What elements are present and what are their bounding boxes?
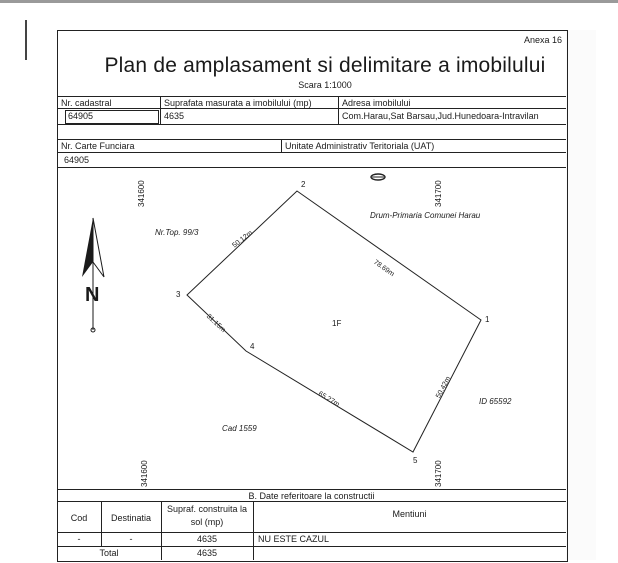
topographic-number: Nr.Top. 99/3 bbox=[155, 228, 199, 237]
uat-header: Unitate Administrativ Teritoriala (UAT) bbox=[285, 141, 435, 151]
land-registry-value: 64905 bbox=[64, 155, 90, 165]
column-header-built-area: Supraf. construita la sol (mp) bbox=[166, 504, 248, 527]
address-header: Adresa imobilului bbox=[342, 98, 411, 108]
address-value: Com.Harau,Sat Barsau,Jud.Hunedoara-Intravilan bbox=[342, 111, 539, 121]
coord-top-right: 341700 bbox=[434, 180, 443, 207]
area-header: Suprafata masurata a imobilului (mp) bbox=[164, 98, 312, 108]
north-arrow-left bbox=[82, 218, 93, 277]
area-value: 4635 bbox=[164, 111, 185, 121]
table-cell-code: - bbox=[77, 534, 81, 544]
vertex-label: 3 bbox=[176, 290, 181, 299]
column-header-destination: Destinatia bbox=[110, 513, 152, 523]
table-divider bbox=[57, 501, 566, 502]
edge-length-label: 65.27m bbox=[316, 390, 341, 409]
cadastral-neighbor: Cad 1559 bbox=[222, 424, 257, 433]
cadastral-number-value: 64905 bbox=[68, 111, 94, 121]
vertex-label: 4 bbox=[250, 342, 255, 351]
land-registry-header: Nr. Carte Funciara bbox=[61, 141, 135, 151]
edge-length-label: 50.12m bbox=[231, 229, 255, 250]
column-header-code: Cod bbox=[70, 513, 88, 523]
table-divider bbox=[57, 532, 566, 533]
parcel-label: 1F bbox=[332, 319, 342, 328]
table-cell-destination: - bbox=[129, 534, 133, 544]
coord-bottom-left: 341600 bbox=[140, 460, 149, 487]
column-header-mentions: Mentiuni bbox=[392, 509, 427, 519]
table-cell-built-area: 4635 bbox=[196, 534, 218, 544]
road-label: Drum-Primaria Comunei Harau bbox=[370, 211, 481, 220]
total-label: Total bbox=[99, 548, 119, 558]
table-divider bbox=[57, 489, 566, 490]
table-cell-mentions: NU ESTE CAZUL bbox=[258, 534, 330, 544]
neighbor-id: ID 65592 bbox=[479, 397, 512, 406]
north-arrow-right bbox=[93, 218, 104, 277]
scale-label: Scara 1:1000 bbox=[298, 80, 352, 90]
cadastral-number-header: Nr. cadastral bbox=[61, 98, 112, 108]
total-value: 4635 bbox=[196, 548, 218, 558]
document-title: Plan de amplasament si delimitare a imobilului bbox=[104, 54, 546, 77]
north-label: N bbox=[85, 284, 100, 306]
annex-label: Anexa 16 bbox=[523, 35, 562, 45]
table-divider bbox=[57, 546, 566, 547]
coord-bottom-right: 341700 bbox=[434, 460, 443, 487]
constructions-section-title: B. Date referitoare la constructii bbox=[248, 491, 375, 501]
edge-length-label: 78.69m bbox=[372, 258, 396, 279]
edge-length-label: 31.15m bbox=[204, 312, 227, 335]
coord-top-left: 341600 bbox=[137, 180, 146, 207]
vertex-label: 1 bbox=[485, 315, 490, 324]
vertex-label: 5 bbox=[413, 456, 418, 465]
vertex-label: 2 bbox=[301, 180, 306, 189]
edge-length-label: 50.42m bbox=[435, 375, 453, 400]
